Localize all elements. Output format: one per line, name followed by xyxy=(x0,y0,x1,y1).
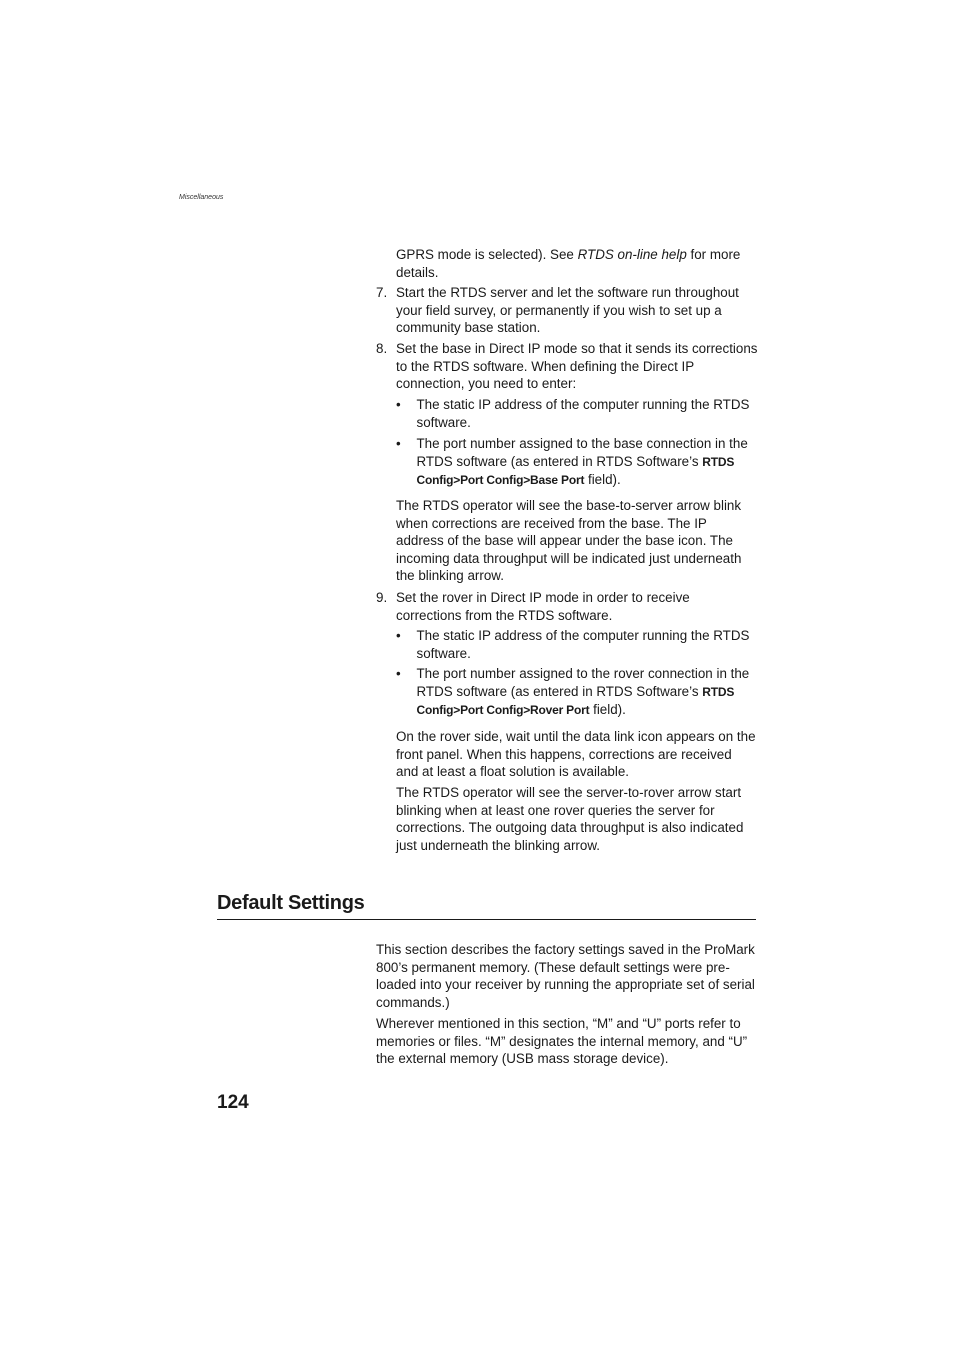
intro-text-emphasis: RTDS on-line help xyxy=(577,247,687,262)
intro-text-pre: GPRS mode is selected). See xyxy=(396,247,578,262)
bullet-text-post: field). xyxy=(589,702,626,718)
bullet-marker: • xyxy=(396,397,401,412)
section-paragraph-2 xyxy=(376,1015,756,1068)
bullet-text-pre: The port number assigned to the base connection in the RTDS software (as entered in RTDS Software’s xyxy=(416,436,748,469)
bullet-text: The static IP address of the computer running the RTDS software. xyxy=(416,397,750,430)
step-9 xyxy=(376,589,758,624)
step-number: 7. xyxy=(376,285,388,300)
step-number: 8. xyxy=(376,341,388,356)
paragraph: On the rover side, wait until the data link icon appears on the front panel. When this happens, corrections are received and at least a float solution is available. xyxy=(396,729,756,780)
bullet-marker: • xyxy=(396,666,401,681)
intro-continuation xyxy=(396,246,756,281)
menu-path: RTDS Config>Port Config>Base Port xyxy=(416,454,735,488)
paragraph: The RTDS operator will see the base-to-server arrow blink when corrections are received from the base. The IP address of the base will appear under the base icon. The incoming data throughput will be indicated just underneath the blinking arrow. xyxy=(396,498,742,584)
bullet-text: The static IP address of the computer running the RTDS software. xyxy=(416,628,750,661)
step-text: Set the base in Direct IP mode so that it sends its corrections to the RTDS software. When defining the Direct IP connection, you need to enter: xyxy=(396,341,758,392)
step-8-bullet-2 xyxy=(396,435,756,490)
page-number: 124 xyxy=(217,1092,249,1113)
intro-text-post: for more details. xyxy=(396,247,741,280)
step-number: 9. xyxy=(376,590,388,605)
step-8 xyxy=(376,340,758,393)
paragraph: This section describes the factory settings saved in the ProMark 800’s permanent memory. (These default settings were pre-loaded into your receiver by running the appropriate set of serial commands.) xyxy=(376,942,755,1010)
step-9-followup-1 xyxy=(396,728,756,781)
paragraph: The RTDS operator will see the server-to-rover arrow start blinking when at least one rover queries the server for corrections. The outgoing data throughput is also indicated just underneath the blinking arrow. xyxy=(396,785,744,853)
step-8-bullet-1 xyxy=(396,396,756,431)
step-text: Set the rover in Direct IP mode in order to receive corrections from the RTDS software. xyxy=(396,590,690,623)
step-9-bullet-1 xyxy=(396,627,756,662)
section-heading: Default Settings xyxy=(217,892,756,920)
bullet-text xyxy=(417,665,757,720)
step-text: Start the RTDS server and let the software run throughout your field survey, or permanently if you wish to set up a community base station. xyxy=(396,285,739,336)
step-7 xyxy=(376,284,758,337)
section-paragraph-1 xyxy=(376,941,756,1011)
paragraph: Wherever mentioned in this section, “M” and “U” ports refer to memories or files. “M” designates the internal memory, and “U” the external memory (USB mass storage device). xyxy=(376,1016,748,1067)
step-8-followup xyxy=(396,497,756,585)
bullet-text-pre: The port number assigned to the rover connection in the RTDS software (as entered in RTDS Software’s xyxy=(416,666,750,699)
bullet-text-post: field). xyxy=(584,472,621,488)
menu-path: RTDS Config>Port Config>Rover Port xyxy=(416,684,735,718)
step-9-bullet-2 xyxy=(396,665,756,720)
bullet-marker: • xyxy=(396,436,401,451)
bullet-text xyxy=(417,435,757,490)
running-head: Miscellaneous xyxy=(179,194,224,201)
step-9-followup-2 xyxy=(396,784,756,854)
bullet-marker: • xyxy=(396,628,401,643)
